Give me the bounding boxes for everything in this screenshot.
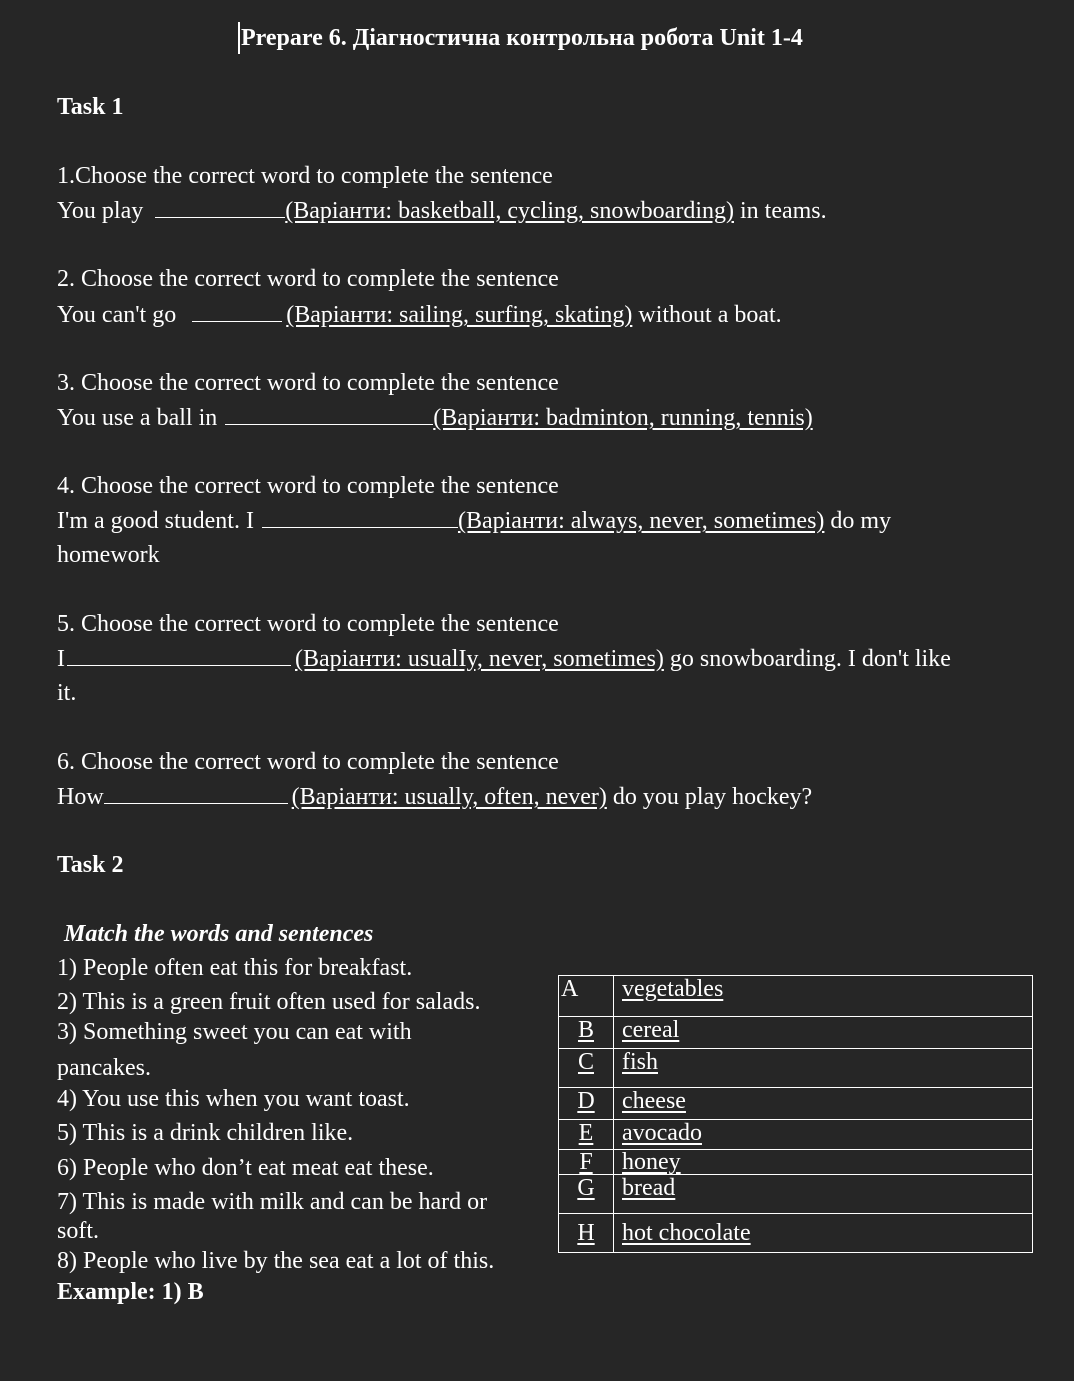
task2-instruction: Match the words and sentences [64,921,374,947]
q6-prompt: 6. Choose the correct word to complete the sentence [57,749,559,775]
option-letter: A [559,976,614,1017]
option-row [559,1088,1033,1120]
task1-heading: Task 1 [57,94,124,120]
option-word: cheese [614,1088,1033,1120]
option-word: avocado [614,1120,1033,1150]
option-row [559,1049,1033,1088]
q6-after: do you play hockey? [606,784,813,810]
q1-before: You play [57,198,144,224]
q4-answer-blank[interactable] [262,505,458,528]
task2-heading: Task 2 [57,852,124,878]
q4-continuation: homework [57,542,160,568]
q3-sentence [57,402,813,433]
q1-sentence [57,195,827,226]
q5-answer-blank[interactable] [67,643,291,666]
q6-before: How [57,784,104,810]
q2-sentence [57,299,782,330]
q2-after: without a boat. [632,302,782,328]
option-row [559,976,1033,1017]
option-row [559,1120,1033,1150]
q4-sentence [57,505,891,536]
sentence-7: 7) This is made with milk and can be hard or [57,1189,488,1215]
q5-options: (Варіанти: usualIy, never, sometimes) [295,646,664,672]
q3-before: You use a ball in [57,405,218,431]
q2-before: You can't go [57,302,177,328]
q5-prompt: 5. Choose the correct word to complete the sentence [57,611,559,637]
option-letter: E [559,1120,614,1150]
q1-prompt: 1.Choose the correct word to complete the sentence [57,163,553,189]
option-row [559,1175,1033,1214]
option-letter: F [559,1150,614,1175]
option-word: vegetables [614,976,1033,1017]
q1-answer-blank[interactable] [155,195,285,218]
q3-options: (Варіанти: badminton, running, tennis) [433,405,813,431]
q4-before: I'm a good student. I [57,508,254,534]
q1-options: (Варіанти: basketball, cycling, snowboarding) [285,198,734,224]
q1-after: in teams. [733,198,827,224]
example-answer: Example: 1) B [57,1279,204,1305]
sentence-8: 8) People who live by the sea eat a lot of this. [57,1248,495,1274]
q5-before: I [57,646,65,672]
sentence-5: 5) This is a drink children like. [57,1120,354,1146]
sentence-2: 2) This is a green fruit often used for salads. [57,989,481,1015]
option-row [559,1017,1033,1049]
sentence-6: 6) People who don’t eat meat eat these. [57,1155,434,1181]
q6-options: (Варіанти: usually, often, never) [291,784,607,810]
option-word: honey [614,1150,1033,1175]
q3-prompt: 3. Choose the correct word to complete the sentence [57,370,559,396]
option-letter: G [559,1175,614,1214]
option-letter: B [559,1017,614,1049]
q2-options: (Варіанти: sailing, surfing, skating) [286,302,633,328]
q4-options: (Варіанти: always, never, sometimes) [457,508,825,534]
option-row [559,1214,1033,1253]
q6-answer-blank[interactable] [104,781,288,804]
option-word: fish [614,1049,1033,1088]
page-title: Prepare 6. Діагностична контрольна робота Unit 1-4 [241,25,803,51]
q5-sentence [57,643,951,674]
option-letter: D [559,1088,614,1120]
q5-continuation: it. [57,680,77,706]
option-row [559,1150,1033,1175]
q3-answer-blank[interactable] [225,402,433,425]
sentence-4: 4) You use this when you want toast. [57,1086,410,1112]
option-letter: H [559,1214,614,1253]
sentence-3: 3) Something sweet you can eat with [57,1019,412,1045]
q6-sentence [57,781,812,812]
option-word: hot chocolate [614,1214,1033,1253]
option-word: bread [614,1175,1033,1214]
option-letter: C [559,1049,614,1088]
q2-answer-blank[interactable] [192,299,282,322]
sentence-1: 1) People often eat this for breakfast. [57,955,413,981]
sentence-7-cont: soft. [57,1218,99,1244]
options-table [558,975,1033,1253]
q5-after: go snowboarding. I don't like [663,646,951,672]
sentence-3-cont: pancakes. [57,1055,151,1081]
q2-prompt: 2. Choose the correct word to complete the sentence [57,266,559,292]
q4-prompt: 4. Choose the correct word to complete the sentence [57,473,559,499]
text-cursor [238,22,240,54]
q4-after: do my [824,508,892,534]
option-word: cereal [614,1017,1033,1049]
